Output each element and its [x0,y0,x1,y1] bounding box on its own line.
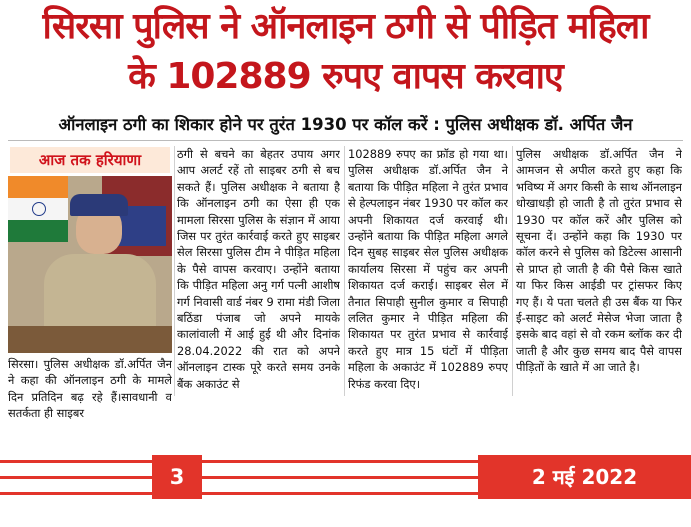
issue-date: 2 मई 2022 [478,455,691,499]
divider [8,140,683,141]
article-column-3: 102889 रुपए का फ्रॉड हो गया था। पुलिस अधीक्षक डॉ.अर्पित जैन ने बताया कि पीड़ित महिला ने तुरंत प्रभाव से हेल्पलाइन नंबर 1930 पर कॉल कर अपनी शिकायत दर्ज करवाई थी। उन्होंने बताया कि पीड़ित महिला अगले दिन सुबह साइबर सेल पुलिस अधीक्षक कार्यालय सिरसा में पहुंच कर अपनी शिकायत दर्ज कराई। साइबर सेल में तैनात सिपाही सुनील कुमार व सिपाही ललित कुमार ने पीड़ित महिला की शिकायत पर तुरंत प्रभाव से कार्रवाई करते हुए मात्र 15 घंटों में पीड़िता महिला के अकाउंट में 102889 रुपए रिफंड करवा दिए। [348,147,508,391]
officer-photo [8,176,172,353]
officer-cap [70,194,128,216]
flag-saffron-stripe [8,176,68,198]
article-column-2: ठगी से बचने का बेहतर उपाय अगर आप अलर्ट रहें तो साइबर ठगी से बच सकते हैं। पुलिस अधीक्षक ने बताया है कि ऑनलाइन ठगी का ऐसा ही एक मामला सिरसा पुलिस के संज्ञान में आया जिस पर तुरंत कार्रवाई करते हुए साइबर सेल सिरसा पुलिस टीम ने पीड़ित महिला के पैसे वापस करवाए। उन्होंने बताया कि पीड़ित महिला अनु गर्ग पत्नी आशीष गर्ग निवासी वार्ड नंबर 9 रामा मंडी जिला बठिंडा पंजाब जो अपने मायके कालांवाली में आई हुई थी और दिनांक 28.04.2022 की रात को अपने ऑनलाइन टास्क पूरे करते समय उनके बैंक अकाउंट से [177,147,340,391]
headline-line-1: सिरसा पुलिस ने ऑनलाइन ठगी से पीड़ित महिला [42,6,649,47]
article-column-1: सिरसा। पुलिस अधीक्षक डॉ.अर्पित जैन ने कहा की ऑनलाइन ठगी के मामले दिन प्रतिदिन बढ़ रहे हैं।सावधानी व सतर्कता ही साइबर [8,357,172,421]
flag-chakra-icon [32,202,46,216]
headline-line-2: के 102889 रुपए वापस करवाए [128,56,563,97]
byline: आज तक हरियाणा [10,147,170,173]
column-separator [344,146,345,396]
article-column-4: पुलिस अधीक्षक डॉ.अर्पित जैन ने आमजन से अपील करते हुए कहा कि भविष्य में अगर किसी के साथ ऑनलाइन धोखाधड़ी हो जाती है तो तुरंत प्रभाव से 1930 पर कॉल करें और पुलिस को सूचना दें। उन्होंने कहा कि 1930 पर कॉल करने से पुलिस को डिटेल्स आसानी से प्राप्त हो जाती है की पैसे किस खाते या फिर किस आईडी पर ट्रांसफर किए गए हैं। ये पता चलते ही उस बैंक या फिर ई-साइट को अलर्ट मेसेज भेजा जाता है इसके बाद वहां से वो रकम ब्लॉक कर दी जाती है और कुछ समय बाद पैसे वापस पीड़ितों के खाते में आ जाते है। [516,147,682,375]
column-separator [512,146,513,396]
subheadline: ऑनलाइन ठगी का शिकार होने पर तुरंत 1930 पर कॉल करें : पुलिस अधीक्षक डॉ. अर्पित जैन [58,115,633,134]
column-separator [174,146,175,396]
page-number: 3 [152,455,202,499]
flag-green-stripe [8,220,68,242]
desk [8,326,172,353]
